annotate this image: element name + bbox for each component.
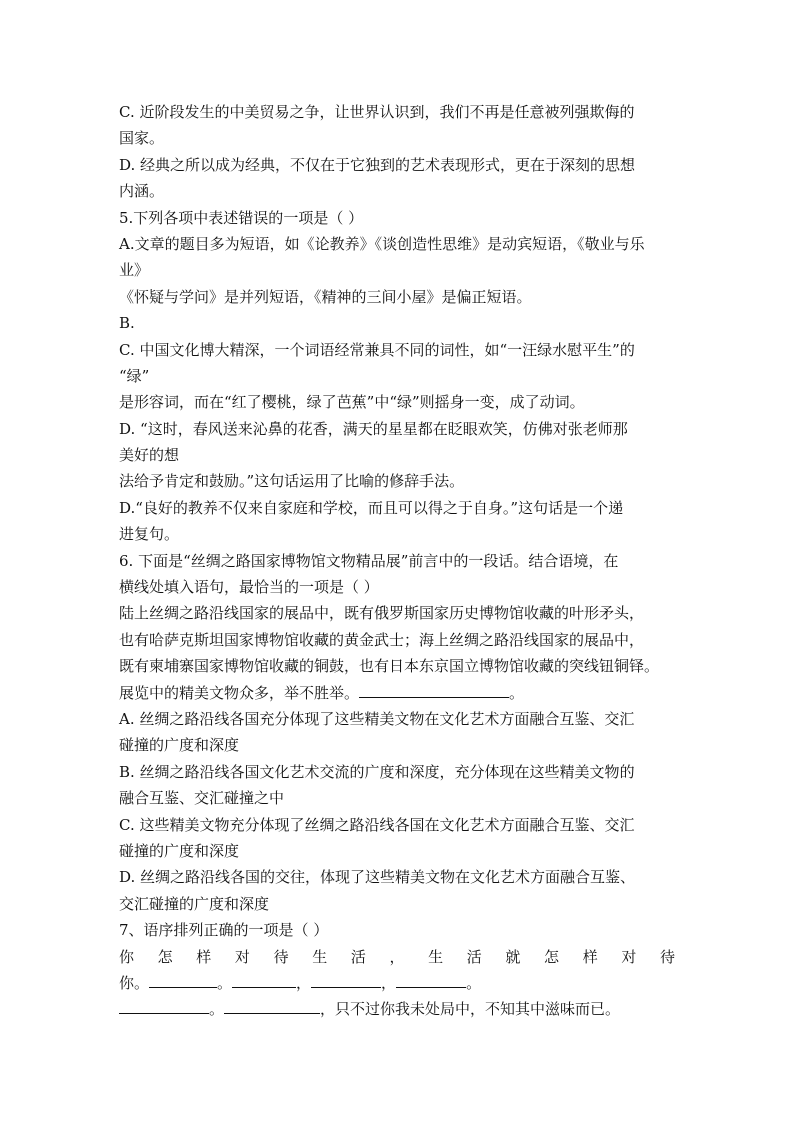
text-line: C. 中国文化博大精深，一个词语经常兼具不同的词性，如“一汪绿水慰平生”的 [119, 340, 635, 359]
spread-char: 怎 [157, 947, 173, 966]
text-segment: ， [381, 973, 397, 992]
spread-char: 就 [505, 947, 521, 966]
spread-char: 你 [119, 947, 135, 966]
option-d-line: D. 丝绸之路沿线各国的交往，体现了这些精美文物在文化艺术方面融合互鉴、 [119, 868, 636, 887]
text-line: 既有柬埔寨国家博物馆收藏的铜鼓，也有日本东京国立博物馆收藏的突线钮铜铎。 [119, 657, 660, 676]
answer-blank [359, 683, 509, 698]
text-line: 横线处填入语句，最恰当的一项是（ ） [119, 578, 379, 597]
text-line: C. 近阶段发生的中美贸易之争，让世界认识到，我们不再是任意被列强欺侮的 [119, 103, 635, 121]
blank-line-2 [119, 996, 679, 1022]
blank-line-1 [119, 970, 679, 996]
answer-blank [396, 973, 466, 988]
text-line: D.“良好的教养不仅来自家庭和学校，而且可以得之于自身。”这句话是一个递 [119, 498, 624, 517]
spread-char: 活 [350, 947, 366, 966]
text-line: “绿” [119, 366, 150, 385]
spread-char: 对 [234, 947, 250, 966]
spread-char: 待 [273, 947, 289, 966]
text-line: D. 经典之所以成为经典，不仅在于它独到的艺术表现形式，更在于深刻的思想 [119, 155, 636, 174]
text-segment: ，只不过你我未处局中，不知其中滋味而已。 [320, 1000, 621, 1019]
text-line: 美好的想 [119, 446, 180, 465]
text-segment: ， [296, 973, 312, 992]
answer-blank [149, 973, 217, 988]
spread-char: 样 [196, 947, 212, 966]
text-line: 碰撞的广度和深度 [119, 841, 240, 860]
text-line: 国家。 [119, 129, 165, 148]
spread-char: 样 [582, 947, 598, 966]
fill-blank-prefix: 展览中的精美文物众多，举不胜举。 [119, 683, 360, 702]
option-c-line: C. 这些精美文物充分体现了丝绸之路沿线各国在文化艺术方面融合互鉴、交汇 [119, 815, 635, 834]
fill-blank-line [119, 680, 679, 706]
text-line: A.文章的题目多为短语，如《论教养》《谈创造性思维》是动宾短语，《敬业与乐 [119, 234, 645, 253]
spread-char: 活 [466, 947, 482, 966]
spread-char: 待 [659, 947, 675, 966]
spread-char: 生 [428, 947, 444, 966]
text-line: B. [119, 314, 135, 333]
answer-blank [119, 999, 209, 1014]
text-line: 进复句。 [119, 525, 180, 544]
option-a-line: A. 丝绸之路沿线各国充分体现了这些精美文物在文化艺术方面融合互鉴、交汇 [119, 709, 635, 728]
answer-blank [232, 973, 296, 988]
text-line: 也有哈萨克斯坦国家博物馆收藏的黄金武士；海上丝绸之路沿线国家的展品中， [119, 630, 645, 649]
spread-char: 对 [621, 947, 637, 966]
answer-blank [224, 999, 320, 1014]
answer-blank [311, 973, 381, 988]
text-segment: 你。 [119, 973, 150, 992]
text-segment: 。 [217, 973, 233, 992]
option-b-line: B. 丝绸之路沿线各国文化艺术交流的广度和深度，充分体现在这些精美文物的 [119, 762, 635, 781]
document-page [119, 99, 679, 1023]
question-6-heading: 6. 下面是“丝绸之路国家博物馆文物精品展”前言中的一段话。结合语境，在 [119, 551, 619, 570]
text-line: 交汇碰撞的广度和深度 [119, 894, 270, 913]
spread-char: ， [389, 947, 405, 966]
text-line: 内涵。 [119, 182, 165, 201]
text-line: 法给予肯定和鼓励。”这句话运用了比喻的修辞手法。 [119, 472, 465, 491]
text-line: D. “这时，春风送来沁鼻的花香，满天的星星都在眨眼欢笑，仿佛对张老师那 [119, 419, 628, 438]
text-line: 融合互鉴、交汇碰撞之中 [119, 789, 285, 808]
question-5-heading: 5.下列各项中表述错误的一项是（ ） [119, 208, 364, 227]
spread-char: 生 [312, 947, 328, 966]
text-line: 是形容词，而在“红了樱桃，绿了芭蕉”中“绿”则摇身一变，成了动词。 [119, 393, 585, 412]
text-line: 《怀疑与学问》是并列短语，《精神的三间小屋》是偏正短语。 [119, 287, 532, 306]
spread-char: 怎 [544, 947, 560, 966]
text-segment: 。 [466, 973, 482, 992]
question-7-heading: 7、语序排列正确的一项是（ ） [119, 921, 329, 940]
text-line: 陆上丝绸之路沿线国家的展品中，既有俄罗斯国家历史博物馆收藏的叶形矛头， [119, 604, 645, 623]
text-line: 碰撞的广度和深度 [119, 736, 240, 755]
text-line: 业》 [119, 261, 150, 280]
fill-blank-suffix: 。 [509, 683, 525, 702]
text-segment: 。 [209, 1000, 225, 1019]
spread-sentence-line [119, 944, 675, 970]
